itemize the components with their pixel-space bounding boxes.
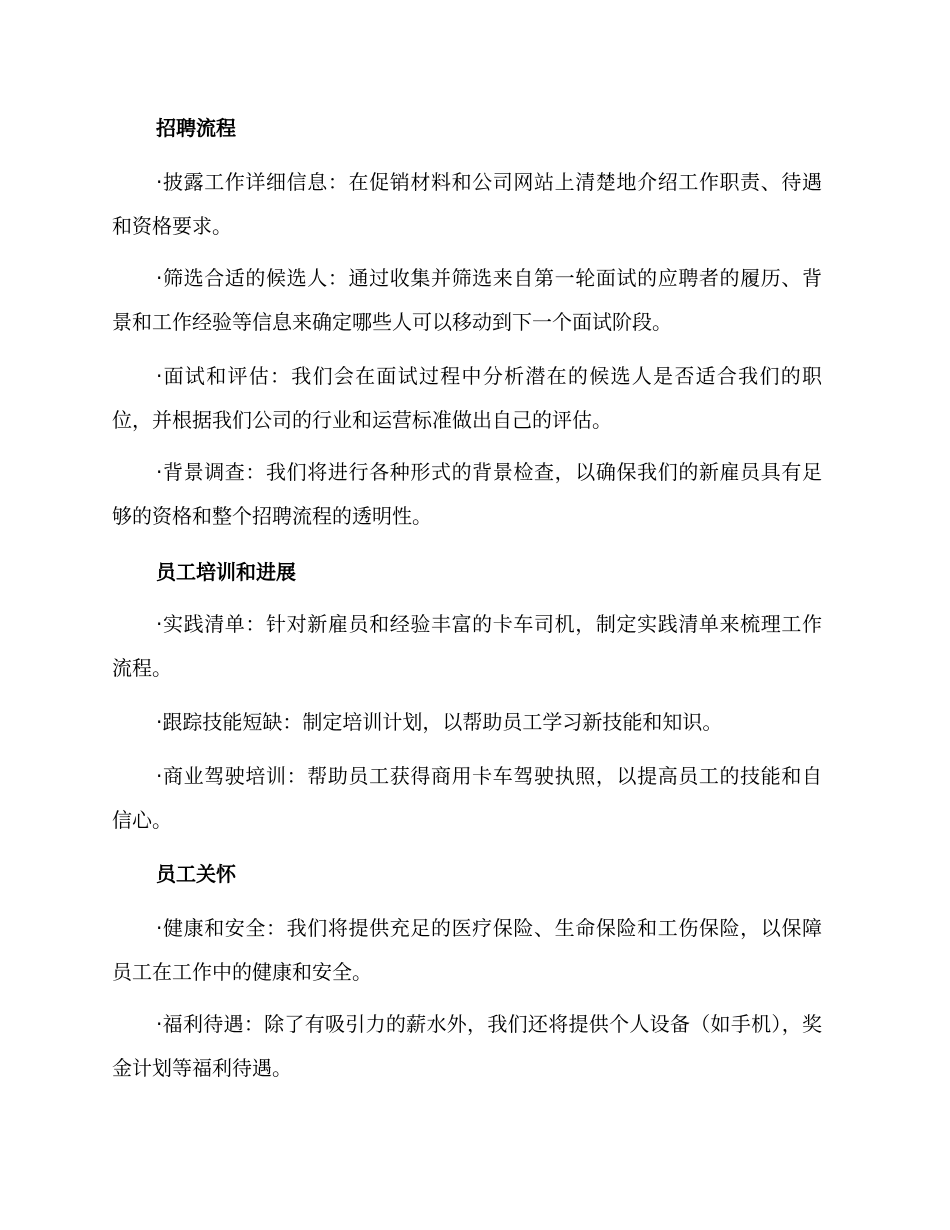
paragraph-screen-candidates: ·筛选合适的候选人：通过收集并筛选来自第一轮面试的应聘者的履历、背景和工作经验等信息来确定哪些人可以移动到下一个面试阶段。 [112,266,822,334]
paragraph-skill-gap-tracking: ·跟踪技能短缺：制定培训计划，以帮助员工学习新技能和知识。 [156,710,723,734]
section-heading-training: 员工培训和进展 [156,560,296,584]
section-heading-recruitment: 招聘流程 [156,116,236,140]
paragraph-commercial-driving-training: ·商业驾驶培训：帮助员工获得商用卡车驾驶执照，以提高员工的技能和自信心。 [112,764,822,832]
paragraph-disclose-job-details: ·披露工作详细信息：在促销材料和公司网站上清楚地介绍工作职责、待遇和资格要求。 [112,170,822,238]
paragraph-health-safety: ·健康和安全：我们将提供充足的医疗保险、生命保险和工伤保险，以保障员工在工作中的健康和安全。 [112,916,822,984]
paragraph-benefits: ·福利待遇：除了有吸引力的薪水外，我们还将提供个人设备（如手机），奖金计划等福利待遇。 [112,1012,822,1080]
paragraph-practice-checklist: ·实践清单：针对新雇员和经验丰富的卡车司机，制定实践清单来梳理工作流程。 [112,612,822,680]
paragraph-background-check: ·背景调查：我们将进行各种形式的背景检查，以确保我们的新雇员具有足够的资格和整个招聘流程的透明性。 [112,460,822,528]
section-heading-employee-care: 员工关怀 [156,862,236,886]
paragraph-interview-evaluation: ·面试和评估：我们会在面试过程中分析潜在的候选人是否适合我们的职位，并根据我们公司的行业和运营标准做出自己的评估。 [112,364,822,432]
